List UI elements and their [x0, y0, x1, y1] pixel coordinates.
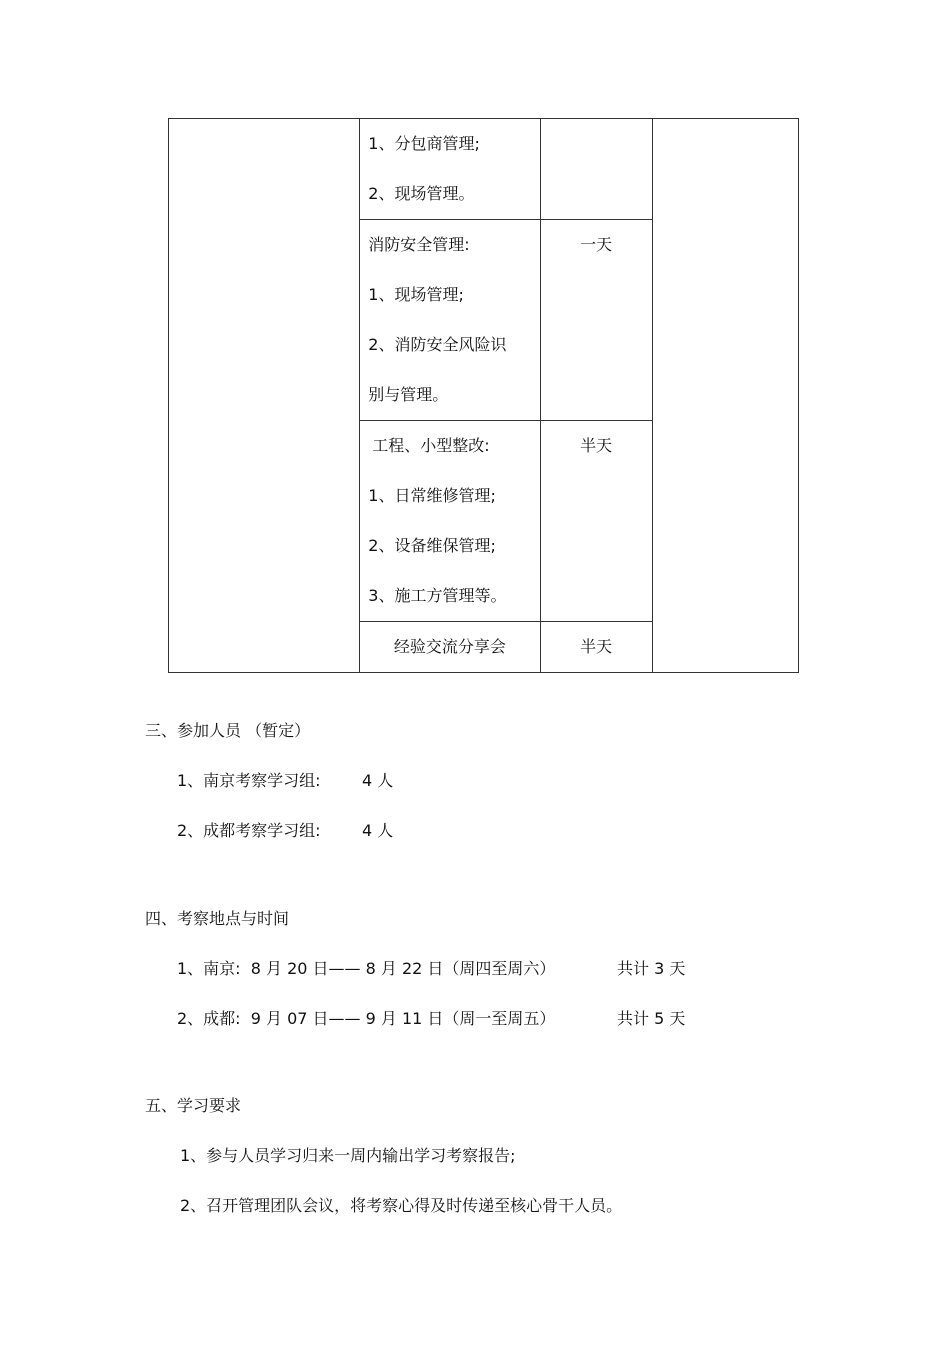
requirement-item: 1、参与人员学习归来一周内输出学习考察报告; — [180, 1146, 516, 1165]
content-line: 2、现场管理。 — [368, 184, 475, 203]
duration-cell — [540, 622, 652, 673]
table-row — [169, 119, 799, 220]
content-line: 1、现场管理; — [368, 285, 464, 304]
content-line: 3、施工方管理等。 — [368, 586, 507, 605]
section-heading-requirements: 五、学习要求 — [145, 1096, 242, 1115]
location-time-item: 2、成都: 9 月 07 日—— 9 月 11 日（周一至周五） — [177, 1009, 556, 1028]
participant-count: 4 人 — [362, 771, 394, 790]
location-total-days: 共计 3 天 — [617, 959, 686, 978]
participant-label: 1、南京考察学习组: — [177, 771, 321, 790]
section-heading-participants: 三、参加人员 （暂定） — [145, 721, 311, 740]
duration-cell — [540, 220, 652, 421]
content-line: 消防安全管理: — [368, 235, 470, 254]
content-cell — [360, 421, 540, 622]
content-cell — [360, 119, 540, 220]
content-line: 2、消防安全风险识 — [368, 335, 507, 354]
content-line: 2、设备维保管理; — [368, 536, 496, 555]
duration-value: 半天 — [580, 436, 613, 455]
duration-value: 半天 — [580, 637, 613, 656]
duration-value: 一天 — [580, 235, 613, 254]
duration-value — [541, 119, 652, 169]
content-line: 工程、小型整改: — [372, 436, 490, 455]
duration-cell — [540, 119, 652, 220]
content-line: 1、日常维修管理; — [368, 486, 496, 505]
content-line: 别与管理。 — [368, 385, 449, 404]
content-line: 1、分包商管理; — [368, 134, 480, 153]
requirement-item: 2、召开管理团队会议，将考察心得及时传递至核心骨干人员。 — [180, 1196, 623, 1215]
participant-count: 4 人 — [362, 821, 394, 840]
section-heading-location-time: 四、考察地点与时间 — [145, 909, 290, 928]
location-time-item: 1、南京: 8 月 20 日—— 8 月 22 日（周四至周六） — [177, 959, 556, 978]
merged-left-cell — [169, 119, 360, 673]
schedule-table — [168, 118, 799, 673]
merged-right-cell — [652, 119, 798, 673]
location-total-days: 共计 5 天 — [617, 1009, 686, 1028]
content-line: 经验交流分享会 — [393, 637, 506, 656]
content-cell — [360, 220, 540, 421]
content-cell — [360, 622, 540, 673]
duration-cell — [540, 421, 652, 622]
participant-label: 2、成都考察学习组: — [177, 821, 321, 840]
